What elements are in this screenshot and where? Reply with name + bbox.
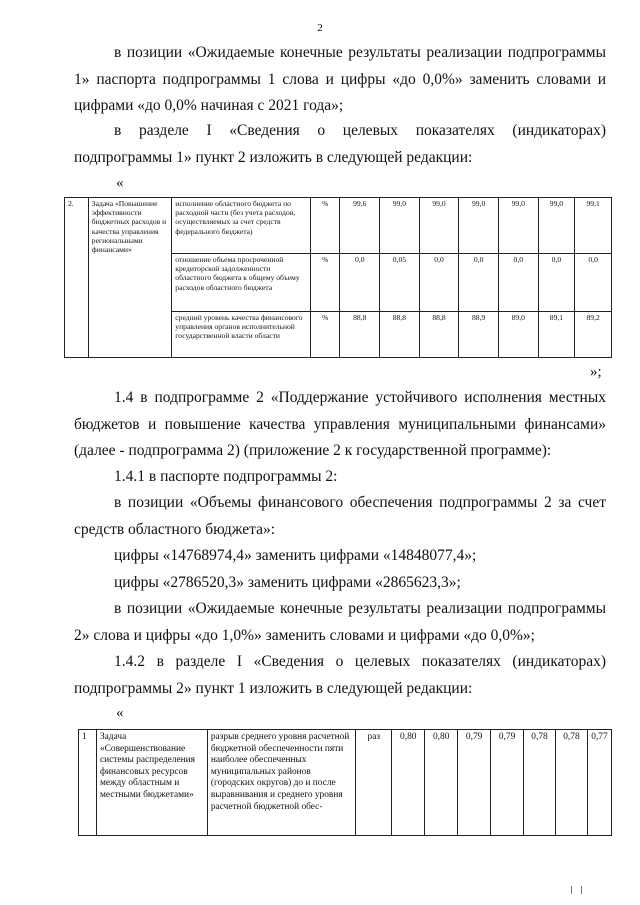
value-cell: 88,8 bbox=[419, 312, 459, 358]
scan-mark bbox=[581, 886, 582, 894]
value-cell: 0,77 bbox=[587, 730, 611, 836]
value-cell: 0,0 bbox=[538, 254, 575, 312]
quote-open-2: « bbox=[116, 705, 124, 721]
task-cell: Задача «Повышение эффективности бюджетных расходов и качества управления региональными финансами» bbox=[88, 198, 172, 358]
paragraph-1-4-1: 1.4.1 в паспорте подпрограммы 2: bbox=[114, 468, 338, 485]
task-cell: Задача «Совершенствование системы распределения финансовых ресурсов между областным и местными бюджетами» bbox=[96, 730, 207, 836]
indicator-cell: средний уровень качества финансового управления органов исполнительной государственной власти области bbox=[172, 312, 311, 358]
value-cell: 0,05 bbox=[380, 254, 420, 312]
unit-cell: % bbox=[310, 198, 340, 254]
indicators-table-subprogram1 bbox=[64, 197, 612, 358]
value-cell: 0,80 bbox=[425, 730, 458, 836]
paragraph-subprogram1-results: в позиции «Ожидаемые конечные результаты реализации подпрограммы 1» паспорта подпрограммы 1 слова и цифры «до 0,0%» заменить словами и цифрами «до 0,0% начиная с 2021 года»; bbox=[74, 44, 606, 114]
unit-cell: % bbox=[310, 254, 340, 312]
table-row bbox=[65, 198, 612, 254]
paragraph-1-4-2: 1.4.2 в разделе I «Сведения о целевых показателях (индикаторах) подпрограммы 2» пункт 1 изложить в следующей редакции: bbox=[74, 653, 606, 697]
page-number: 2 bbox=[317, 22, 323, 34]
paragraph-figures-1: цифры «14768974,4» заменить цифрами «14848077,4»; bbox=[114, 547, 477, 564]
indicator-cell: отношение объема просроченной кредиторской задолженности областного бюджета к общему объему расходов областного бюджета bbox=[172, 254, 311, 312]
value-cell: 88,8 bbox=[380, 312, 420, 358]
value-cell: 0,0 bbox=[498, 254, 538, 312]
scan-mark bbox=[571, 886, 572, 894]
quote-open-1: « bbox=[116, 175, 124, 191]
value-cell: 0,80 bbox=[392, 730, 425, 836]
value-cell: 99,1 bbox=[575, 198, 612, 254]
paragraph-subprogram2-results: в позиции «Ожидаемые конечные результаты реализации подпрограммы 2» слова и цифры «до 1,0%» заменить словами и цифрами «до 0,0%»; bbox=[74, 600, 606, 644]
value-cell: 0,79 bbox=[458, 730, 491, 836]
value-cell: 99,0 bbox=[380, 198, 420, 254]
value-cell: 99,0 bbox=[538, 198, 575, 254]
value-cell: 99,0 bbox=[419, 198, 459, 254]
unit-cell: раз bbox=[356, 730, 392, 836]
paragraph-subprogram2: 1.4 в подпрограмме 2 «Поддержание устойчивого исполнения местных бюджетов и повышение качества управления муниципальными финансами» (далее - подпрограмма 2) (приложение 2 к государственной программе): bbox=[74, 389, 606, 459]
unit-cell: % bbox=[310, 312, 340, 358]
value-cell: 0,0 bbox=[419, 254, 459, 312]
value-cell: 0,78 bbox=[555, 730, 587, 836]
value-cell: 0,78 bbox=[524, 730, 556, 836]
quote-close-1: »; bbox=[590, 364, 602, 380]
value-cell: 99,0 bbox=[459, 198, 499, 254]
value-cell: 0,0 bbox=[340, 254, 380, 312]
paragraph-figures-2: цифры «2786520,3» заменить цифрами «2865623,3»; bbox=[114, 574, 461, 591]
paragraph-section1-subprogram1: в разделе I «Сведения о целевых показателях (индикаторах) подпрограммы 1» пункт 2 изложить в следующей редакции: bbox=[74, 122, 606, 166]
value-cell: 99,6 bbox=[340, 198, 380, 254]
indicator-cell: исполнение областного бюджета по расходной части (без учета расходов, осуществляемых за счет средств федерального бюджета) bbox=[172, 198, 311, 254]
table-row bbox=[79, 730, 612, 836]
row-number: 1 bbox=[79, 730, 97, 836]
value-cell: 88,8 bbox=[340, 312, 380, 358]
value-cell: 89,1 bbox=[538, 312, 575, 358]
value-cell: 88,9 bbox=[459, 312, 499, 358]
row-number: 2. bbox=[65, 198, 89, 358]
value-cell: 0,0 bbox=[459, 254, 499, 312]
paragraph-funding-position: в позиции «Объемы финансового обеспечения подпрограммы 2 за счет средств областного бюджета»: bbox=[74, 494, 606, 538]
value-cell: 99,0 bbox=[498, 198, 538, 254]
indicator-cell: разрыв среднего уровня расчетной бюджетной обеспеченности пяти наиболее обеспеченных муниципальных районов (городских округов) до и после выравнивания и среднего уровня расчетной бюджетной обес- bbox=[207, 730, 356, 836]
value-cell: 89,0 bbox=[498, 312, 538, 358]
value-cell: 0,0 bbox=[575, 254, 612, 312]
value-cell: 89,2 bbox=[575, 312, 612, 358]
value-cell: 0,79 bbox=[491, 730, 524, 836]
indicators-table-subprogram2 bbox=[78, 729, 612, 836]
